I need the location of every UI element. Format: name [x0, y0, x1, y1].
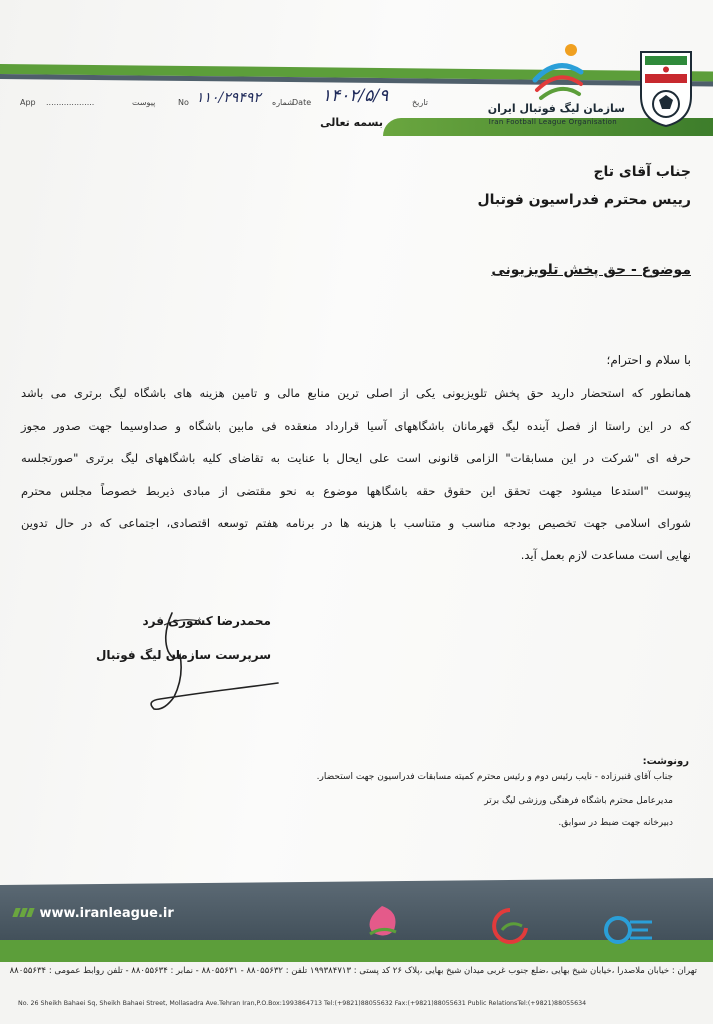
body-line: نهایی است مساعدت لازم بعمل آید.: [520, 548, 691, 562]
attachment-label-en: App: [20, 98, 36, 107]
partner-logo-icon: [490, 906, 530, 948]
footer-address-fa: تهران : خیابان ملاصدرا ،خیابان شیخ بهایی ،ضلع جنوب غربی میدان شیخ بهایی ،پلاک ۲۶ کد پستی : ۱۹۹۳۸۴۷۱۳ تلفن : ۸۸۰۵۵۶۳۲ - ۸۸۰۵۵۶۳۱ - نمابر : ۸۸۰۵۵۶۳۴ - تلفن روابط عمومی : ۸۸۰۵۵۶۳۴: [9, 966, 697, 976]
website-link[interactable]: [14, 906, 174, 921]
subject-line: موضوع - حق پخش تلویزیونی: [491, 262, 691, 278]
invocation: بسمه تعالی: [320, 116, 383, 129]
cc-item: مدیرعامل محترم باشگاه فرهنگی ورزشی لیگ برتر: [484, 796, 673, 806]
org-name-fa: سازمان لیگ فوتبال ایران: [487, 102, 625, 115]
number-label-fa: شماره: [272, 98, 294, 107]
date-label-en: Date: [292, 98, 312, 107]
body-line: حرفه ای "شرکت در این مسابقات" الزامی قانونی است علی ایحال با عنایت به تقاضای کلیه باشگاههای لیگ برتری "صورتجلسه: [21, 451, 691, 465]
partner-logo-icon: [360, 902, 404, 948]
org-name-en: Iran Football League Organisation: [488, 118, 617, 126]
date-value: ۱۴۰۲/۵/۹: [322, 86, 389, 106]
date-label-fa: تاریخ: [412, 98, 428, 107]
body-line: پیوست "استدعا میشود جهت تحقق این حقوق حقه باشگاهها موضوع به نحو مقتضی از مبادی ذیربط خصوصاً مجلس محترم: [21, 484, 691, 498]
partner-logo-icon: [602, 910, 654, 948]
footer-address-en: No. 26 Sheikh Bahaei Sq, Sheikh Bahaei Street, Mollasadra Ave.Tehran Iran,P.O.Box:1993864713 Tel:(+9821)88055632 Fax:(+9821)88055631 Public RelationsTel:(+9821)88055634: [18, 1000, 587, 1007]
signer-name: محمدرضا کشوری فرد: [142, 614, 271, 628]
cc-item: جناب آقای قنبرزاده - نایب رئیس دوم و رئیس محترم کمیته مسابقات فدراسیون جهت استحضار.: [316, 772, 673, 782]
cc-item: دبیرخانه جهت ضبط در سوابق.: [558, 818, 673, 828]
attachment-label-fa: پیوست: [132, 98, 156, 107]
signer-title: سرپرست سازمان لیگ فوتبال: [95, 648, 271, 662]
addressee-title: رییس محترم فدراسیون فوتبال: [477, 192, 691, 208]
number-label-en: No: [178, 98, 189, 107]
federation-emblem-icon: [637, 48, 695, 128]
header-logos: [435, 20, 695, 126]
body-line: شورای اسلامی جهت تخصیص بودجه مناسب و متناسب با هزینه ها در برنامه هفتم توسعه اقتصادی، اجتماعی که در حال تدوین: [21, 516, 691, 530]
body-line: همانطور که استحضار دارید حق پخش تلویزیونی یکی از اصلی ترین منابع مالی و تامین هزینه های باشگاه لیگ برتری می باشد: [21, 386, 691, 400]
website-text: www.iranleague.ir: [39, 906, 174, 921]
number-value: ۱۱۰/۲۹۴۹۲: [196, 90, 261, 106]
addressee-name: جناب آقای تاج: [593, 164, 691, 180]
body-line: که در این راستا از فصل آینده لیگ قهرمانان باشگاههای آسیا قرارداد منعقده فی مابین باشگاه و صداوسیما جهت صدور مجوز: [21, 419, 691, 433]
greeting: با سلام و احترام؛: [606, 353, 691, 367]
cc-heading: رونوشت:: [642, 756, 689, 767]
attachment-dots: ...................: [46, 98, 95, 107]
handwritten-signature-icon: [140, 605, 290, 717]
